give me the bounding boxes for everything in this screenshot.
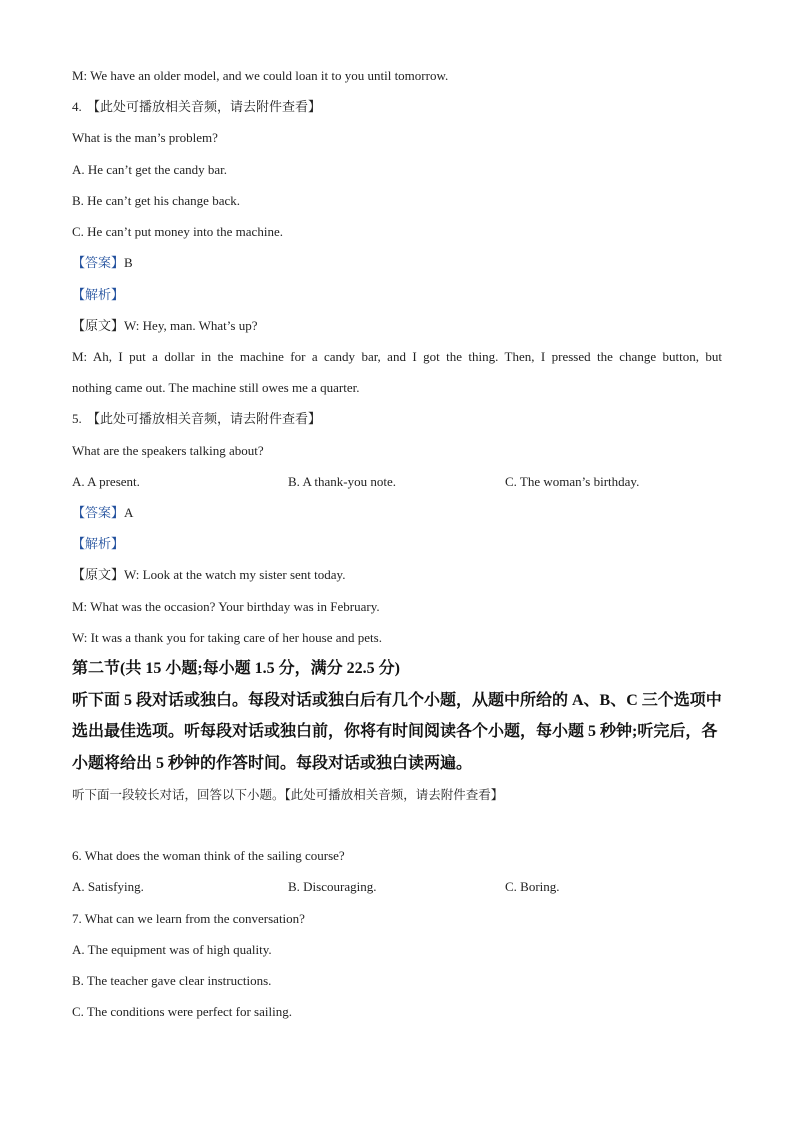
q5-question: What are the speakers talking about?	[72, 443, 264, 458]
q4-dialog-man-line2: nothing came out. The machine still owes me a quarter.	[72, 380, 360, 395]
q4-option-b: B. He can’t get his change back.	[72, 193, 240, 208]
q5-dialog-man: M: What was the occasion? Your birthday was in February.	[72, 599, 380, 614]
q4-original-tag: 【原文】	[72, 319, 125, 334]
q5-audio-note[interactable]: 【此处可播放相关音频，请去附件查看】	[87, 412, 322, 427]
q4-answer-tag: 【答案】	[72, 256, 125, 271]
q4-dialog-man-line1: M: Ah, I put a dollar in the machine for a candy bar, and I got the thing. Then, I pressed the change button, but	[72, 349, 722, 364]
q5-option-a: A. A present.	[72, 474, 140, 489]
q4-original-w	[72, 318, 257, 335]
q4-answer-value: B	[124, 255, 133, 270]
q4-header	[72, 99, 321, 116]
q5-number: 5.	[72, 411, 82, 426]
q5-answer-value: A	[124, 505, 134, 520]
section2-sub-instruction: 听下面一段较长对话，回答以下小题。【此处可播放相关音频，请去附件查看】	[72, 787, 504, 802]
q6-option-a: A. Satisfying.	[72, 879, 144, 894]
q5-option-c: C. The woman’s birthday.	[505, 474, 640, 489]
q4-analysis	[72, 287, 124, 304]
q3-dialog-man: M: We have an older model, and we could loan it to you until tomorrow.	[72, 68, 449, 83]
q5-analysis	[72, 536, 124, 553]
q4-number: 4.	[72, 99, 82, 114]
q4-answer	[72, 255, 133, 272]
section2-instruction-line2: 选出最佳选项。听每段对话或独白前，你将有时间阅读各个小题，每小题 5 秒钟;听完后，各	[72, 723, 718, 740]
section2-title: 第二节(共 15 小题;每小题 1.5 分，满分 22.5 分)	[72, 660, 400, 677]
q4-option-a: A. He can’t get the candy bar.	[72, 162, 227, 177]
q4-dialog-woman: W: Hey, man. What’s up?	[124, 318, 258, 333]
q4-audio-note[interactable]: 【此处可播放相关音频，请去附件查看】	[87, 100, 322, 115]
q7-question: 7. What can we learn from the conversation?	[72, 911, 305, 926]
q7-option-b: B. The teacher gave clear instructions.	[72, 973, 272, 988]
q5-dialog-woman-2: W: It was a thank you for taking care of her house and pets.	[72, 630, 382, 645]
q6-option-c: C. Boring.	[505, 879, 560, 894]
q5-original-w	[72, 567, 345, 584]
q5-answer-tag: 【答案】	[72, 506, 125, 521]
section2-instruction-line3: 小题将给出 5 秒钟的作答时间。每段对话或独白读两遍。	[72, 755, 473, 772]
q5-original-tag: 【原文】	[72, 568, 125, 583]
section2-instruction-line1: 听下面 5 段对话或独白。每段对话或独白后有几个小题，从题中所给的 A、B、C 三个选项中	[72, 692, 722, 709]
q5-answer	[72, 505, 133, 522]
q7-option-c: C. The conditions were perfect for sailing.	[72, 1004, 292, 1019]
q4-option-c: C. He can’t put money into the machine.	[72, 224, 283, 239]
q5-option-b: B. A thank-you note.	[288, 474, 396, 489]
q6-question: 6. What does the woman think of the sailing course?	[72, 848, 345, 863]
q4-analysis-tag: 【解析】	[72, 288, 125, 303]
q5-analysis-tag: 【解析】	[72, 537, 125, 552]
q5-header	[72, 411, 321, 428]
q6-option-b: B. Discouraging.	[288, 879, 377, 894]
q5-dialog-woman-1: W: Look at the watch my sister sent today.	[124, 567, 346, 582]
q7-option-a: A. The equipment was of high quality.	[72, 942, 272, 957]
q4-question: What is the man’s problem?	[72, 130, 218, 145]
